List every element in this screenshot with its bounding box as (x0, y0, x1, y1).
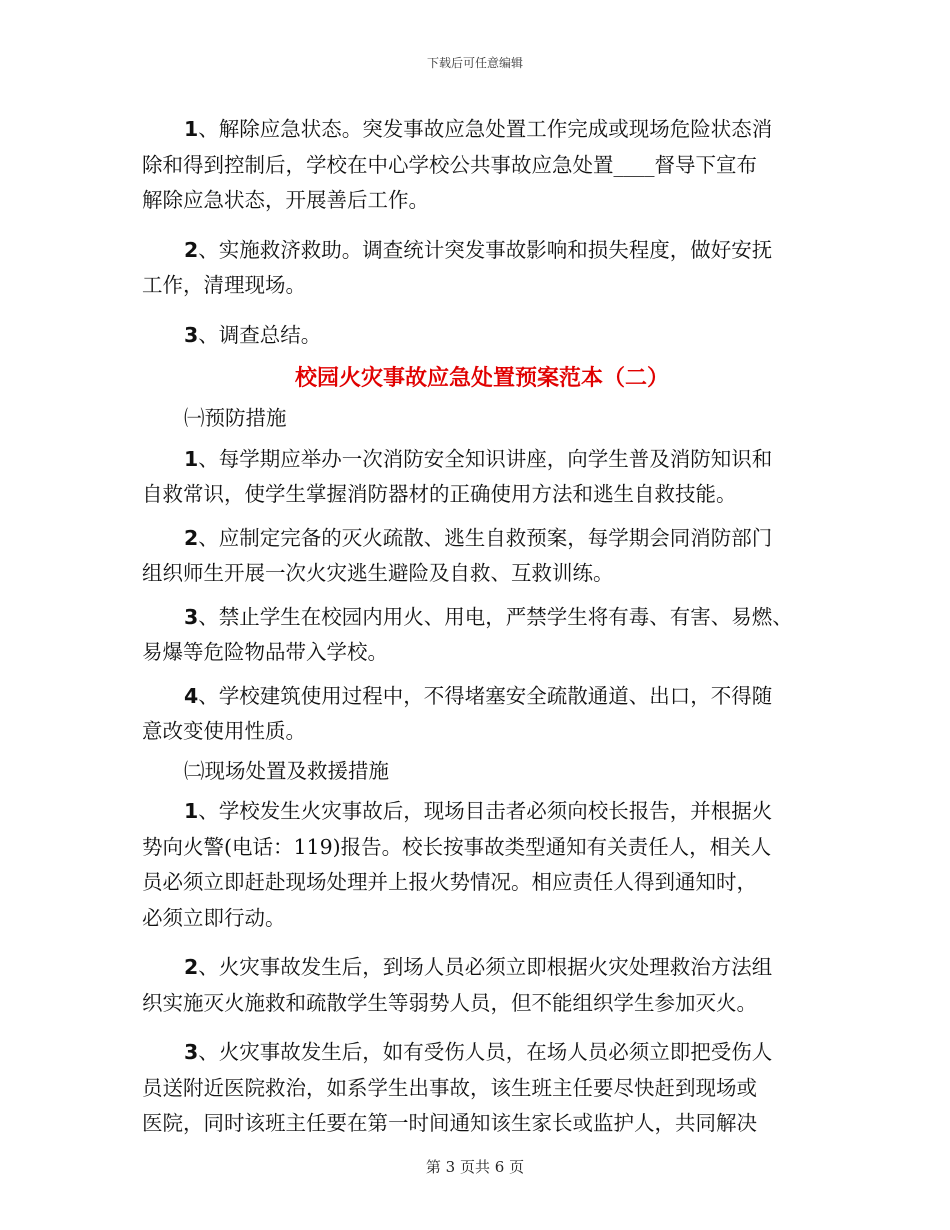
list-number: 3 (184, 322, 199, 347)
paragraph-building-use (142, 679, 822, 715)
list-number: 2 (184, 955, 199, 979)
paragraph-line: 除和得到控制后，学校在中心学校公共事故应急处置____督导下宣布 (142, 152, 757, 177)
paragraph-text: 、火灾事故发生后，到场人员必须立即根据火灾处理救治方法组 (198, 955, 773, 979)
header-note: 下载后可任意编辑 (426, 56, 523, 70)
list-number: 1 (184, 799, 199, 823)
paragraph-line: 易爆等危险物品带入学校。 (142, 640, 388, 664)
paragraph-line: 意改变使用性质。 (142, 719, 306, 743)
paragraph-firefighting (142, 950, 822, 986)
paragraph-text: 、学校发生火灾事故后，现场目击者必须向校长报告，并根据火 (198, 799, 773, 823)
paragraph-line: 组织师生开展一次火灾逃生避险及自救、互救训练。 (142, 561, 614, 585)
paragraph-text: 、应制定完备的灭火疏散、逃生自救预案，每学期会同消防部门 (198, 525, 773, 550)
document-body (142, 112, 822, 1142)
paragraph-line: 势向火警(电话：119)报告。校长按事故类型通知有关责任人，相关人 (142, 834, 772, 859)
paragraph-text: 、火灾事故发生后，如有受伤人员，在场人员必须立即把受伤人 (198, 1040, 773, 1064)
page-number: 第 3 页共 6 页 (425, 1158, 525, 1176)
subsection-heading-prevention: ㈠预防措施 (184, 406, 287, 430)
paragraph-injured (142, 1035, 822, 1071)
paragraph-prohibit-fire (142, 600, 822, 636)
list-number: 3 (184, 604, 199, 629)
paragraph-text: 、实施救济救助。调查统计突发事故影响和损失程度，做好安抚 (198, 237, 773, 262)
paragraph-text: 、调查总结。 (198, 322, 322, 347)
list-number: 2 (184, 525, 199, 550)
paragraph-relief (142, 233, 822, 269)
paragraph-line: 必须立即行动。 (142, 905, 286, 930)
paragraph-line: 员送附近医院救治，如系学生出事故，该生班主任要尽快赶到现场或 (142, 1075, 757, 1100)
list-number: 4 (184, 683, 199, 708)
section-title: 校园火灾事故应急处置预案范本（二） (294, 366, 669, 391)
list-number: 1 (184, 117, 199, 141)
paragraph-line: 织实施灭火施救和疏散学生等弱势人员，但不能组织学生参加灭火。 (142, 990, 757, 1015)
paragraph-text: 、每学期应举办一次消防安全知识讲座，向学生普及消防知识和 (198, 446, 773, 471)
paragraph-line: 工作，清理现场。 (142, 273, 306, 297)
list-number: 1 (184, 446, 199, 471)
paragraph-text: 、解除应急状态。突发事故应急处置工作完成或现场危险状态消 (198, 117, 773, 141)
paragraph-line: 医院，同时该班主任要在第一时间通知该生家长或监护人，共同解决 (142, 1111, 757, 1135)
paragraph-text: 、禁止学生在校园内用火、用电，严禁学生将有毒、有害、易燃、 (198, 604, 793, 629)
paragraph-line: 解除应急状态，开展善后工作。 (142, 188, 429, 212)
paragraph-report-fire (142, 794, 822, 830)
paragraph-line: 员必须立即赶赴现场处理并上报火势情况。相应责任人得到通知时， (142, 870, 757, 894)
paragraph-lift-emergency (142, 112, 822, 148)
paragraph-text: 、学校建筑使用过程中，不得堵塞安全疏散通道、出口，不得随 (198, 683, 773, 708)
paragraph-fire-lecture (142, 442, 822, 478)
paragraph-summary (142, 318, 822, 354)
paragraph-evacuation-plan (142, 521, 822, 557)
subsection-heading-response: ㈡现场处置及救援措施 (184, 758, 389, 783)
paragraph-line: 自救常识，使学生掌握消防器材的正确使用方法和逃生自救技能。 (142, 482, 737, 506)
list-number: 2 (184, 237, 199, 262)
list-number: 3 (184, 1040, 199, 1064)
